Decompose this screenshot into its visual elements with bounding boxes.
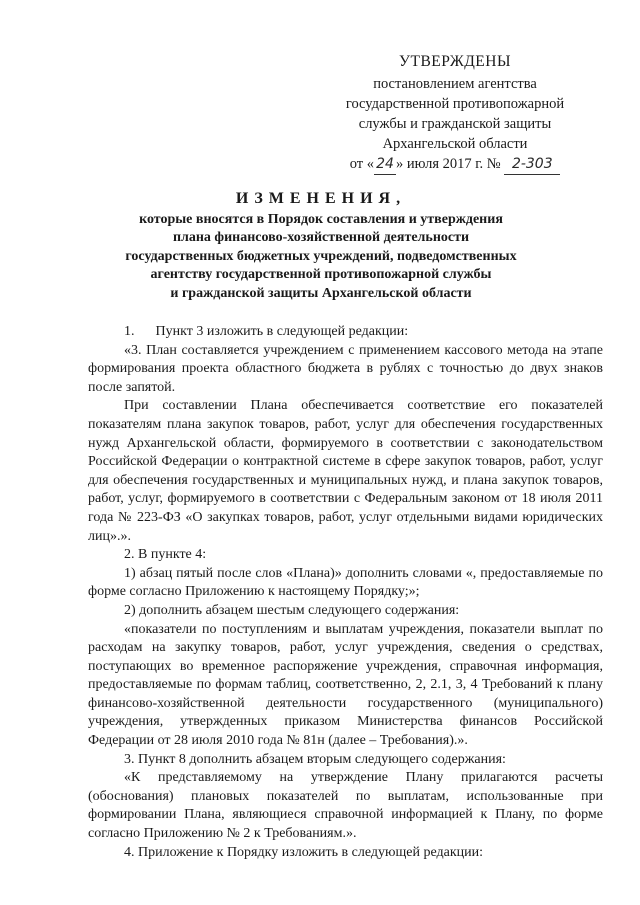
- paragraph: 2) дополнить абзацем шестым следующего содержания:: [124, 602, 460, 618]
- approval-line: постановлением агентства: [373, 76, 537, 92]
- heading-title: ИЗМЕНЕНИЯ,: [235, 190, 407, 207]
- handwritten-day: 24: [374, 154, 396, 175]
- paragraph-item-1: 1. Пункт 3 изложить в следующей редакции:: [124, 324, 409, 339]
- paragraph: При составлении Плана обеспечивается соответствие его показателей показателям плана закупок товаров, работ, услуг для обеспечения государственных нужд Архангельской области, формируемого в соответствии с законодательством Российской Федерации о контрактной системе в сфере закупок товаров, работ, услуг для обеспечения государственных и муниципальных нужд, и плана закупок товаров, работ, услуг, формируемого в соответствии с Федеральным законом от 18 июля 2011 года № 223-ФЗ «О закупках товаров, работ, услуг отдельными видами юридических лиц».».: [88, 398, 603, 544]
- heading-line: плана финансово-хозяйственной деятельности: [172, 230, 470, 245]
- paragraph: «К представляемому на утверждение Плану прилагаются расчеты (обоснования) плановых показателей по выплатам, использованные при формировании Плана, являющиеся справочной информацией к Плану, по форме согласно Приложению № 2 к Требованиям.».: [88, 770, 603, 842]
- document-body: [88, 323, 603, 862]
- heading-line: которые вносятся в Порядок составления и утверждения: [139, 211, 503, 227]
- approval-block: [330, 52, 580, 175]
- document-heading: [90, 190, 552, 303]
- paragraph-item-4: 4. Приложение к Порядку изложить в следующей редакции:: [124, 844, 483, 860]
- paragraph-item-2: 2. В пункте 4:: [124, 547, 207, 563]
- handwritten-doc-number: 2-303: [504, 154, 560, 175]
- paragraph-item-3: 3. Пункт 8 дополнить абзацем вторым следующего содержания:: [124, 751, 506, 767]
- approval-line: Архангельской области: [382, 136, 528, 152]
- paragraph: «показатели по поступлениям и выплатам учреждения, показатели выплат по расходам на закупку товаров, работ, услуг учреждения, сведения о средствах, поступающих во временное распоряжение учреждения, справочная информация, предоставляемые по формам таблиц, соответственно, 2, 2.1, 3, 4 Требований к плану финансово-хозяйственной деятельности государственного (муниципального) учреждения, утвержденных приказом Министерства финансов Российской Федерации от 28 июля 2010 года № 81н (далее – Требования).».: [88, 621, 603, 749]
- date-prefix: от «: [349, 156, 374, 172]
- approval-title: УТВЕРЖДЕНЫ: [399, 53, 511, 70]
- approval-line: государственной противопожарной: [345, 96, 565, 112]
- approval-line: службы и гражданской защиты: [358, 116, 552, 132]
- approval-date-line: [330, 154, 580, 175]
- date-suffix: » июля 2017 г. №: [395, 156, 501, 172]
- heading-line: агентству государственной противопожарной службы: [150, 267, 492, 282]
- heading-line: государственных бюджетных учреждений, подведомственных: [125, 248, 517, 264]
- paragraph: «3. План составляется учреждением с применением кассового метода на этапе формирования проекта областного бюджета в рублях с точностью до двух знаков после запятой.: [88, 342, 603, 395]
- paragraph: 1) абзац пятый после слов «Плана)» дополнить словами «, предоставляемые по форме согласно Приложению к настоящему Порядку;»;: [88, 565, 603, 600]
- heading-line: и гражданской защиты Архангельской области: [170, 285, 472, 301]
